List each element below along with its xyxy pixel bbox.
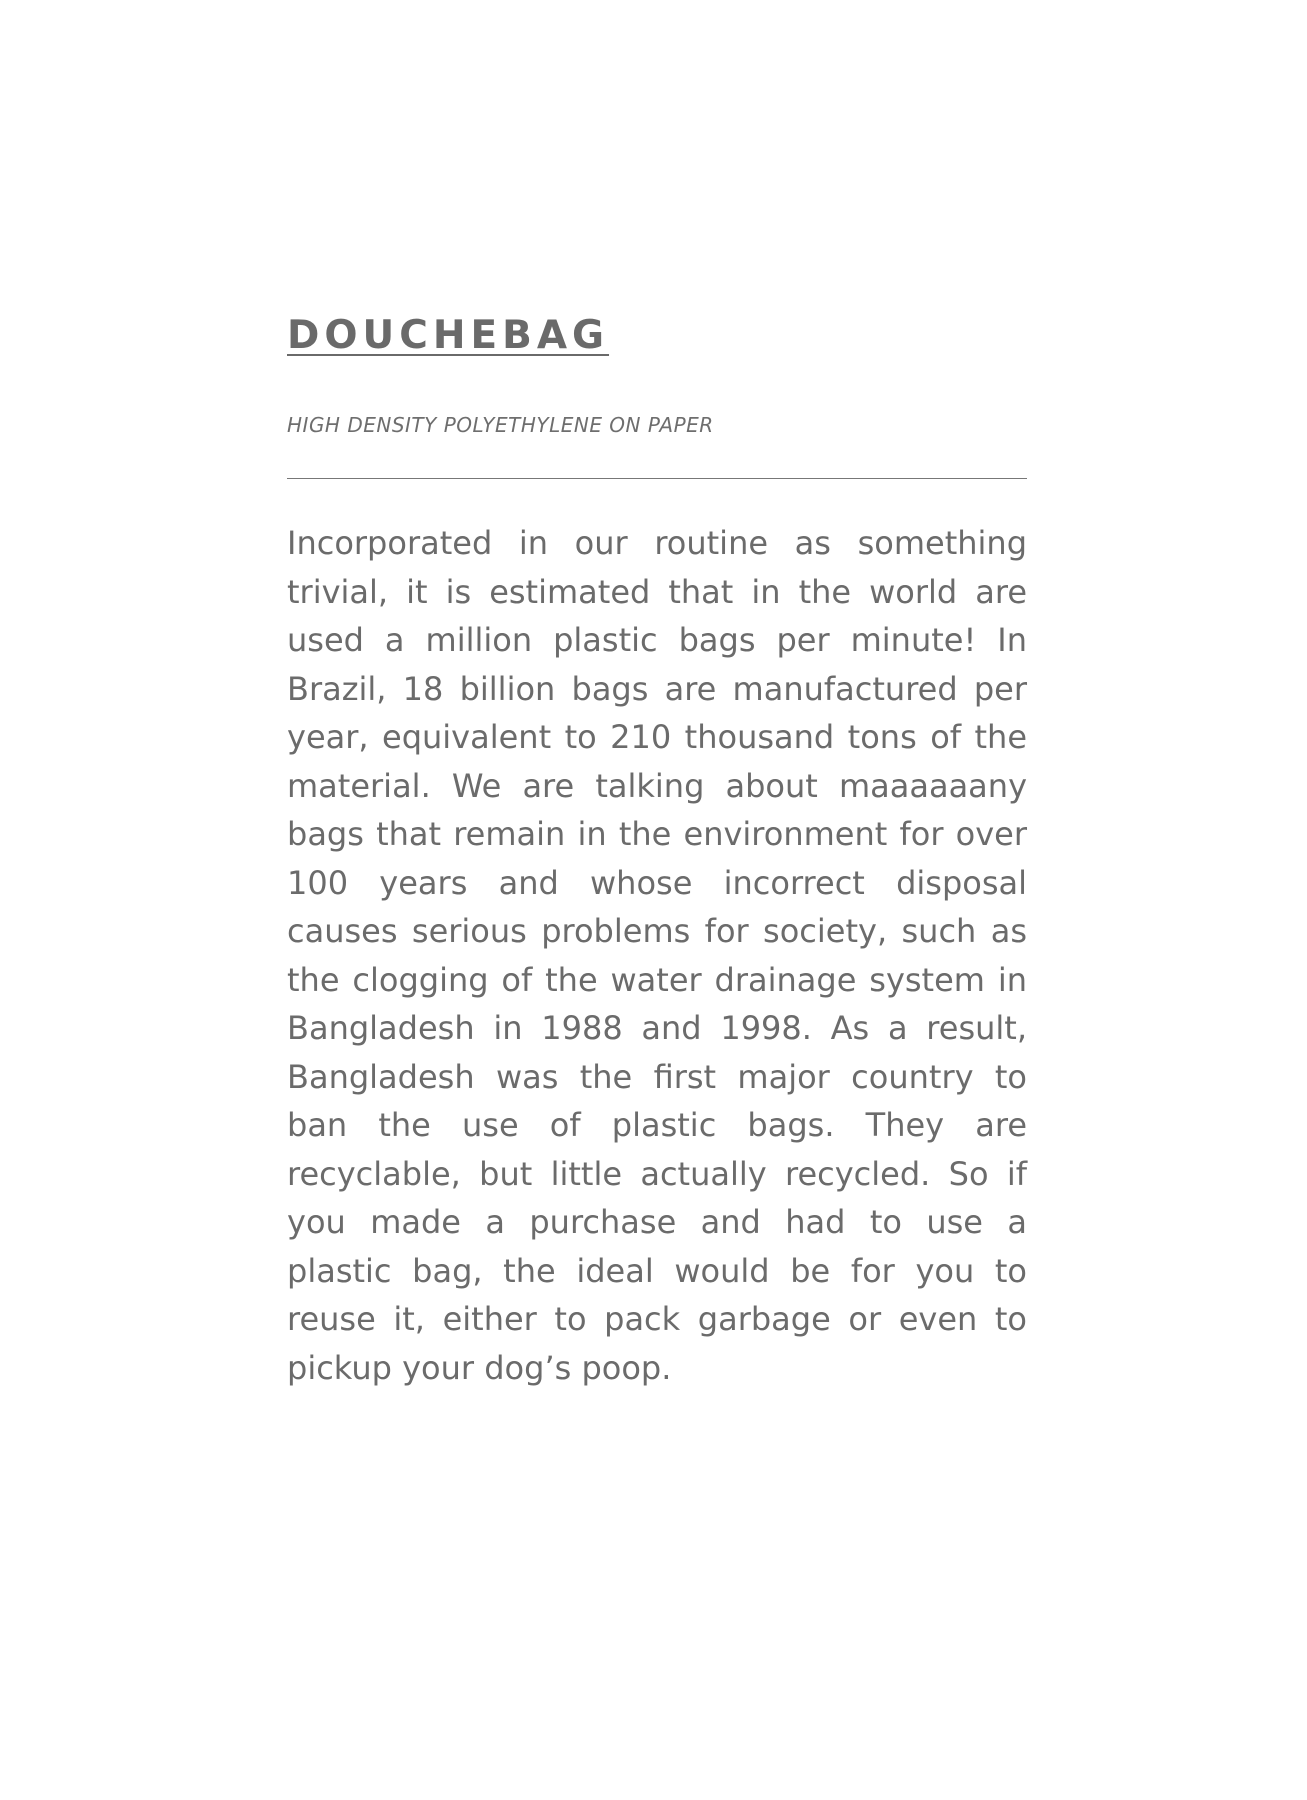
- artwork-title: DOUCHEBAG: [287, 313, 610, 358]
- artwork-medium: HIGH DENSITY POLYETHYLENE ON PAPER: [287, 413, 714, 437]
- divider-line: [287, 478, 1027, 479]
- artwork-description: [287, 310, 1027, 1424]
- body-paragraph: Incorporated in our routine as something trivial, it is estimated that in the world are used a million plastic bags per minute! In Brazil, 18 billion bags are manufactured per year, equivalent to 210 thousand tons of the material. We are talking about maaaaaany bags that remain in the environment for over 100 years and whose incorrect disposal causes serious problems for society, such as the clogging of the water drainage system in Bangladesh in 1988 and 1998. As a result, Bangladesh was the first major country to ban the use of plastic bags. They are recyclable, but little actually recycled. So if you made a purchase and had to use a plastic bag, the ideal would be for you to reuse it, either to pack garbage or even to pickup your dog’s poop.: [287, 524, 1027, 1387]
